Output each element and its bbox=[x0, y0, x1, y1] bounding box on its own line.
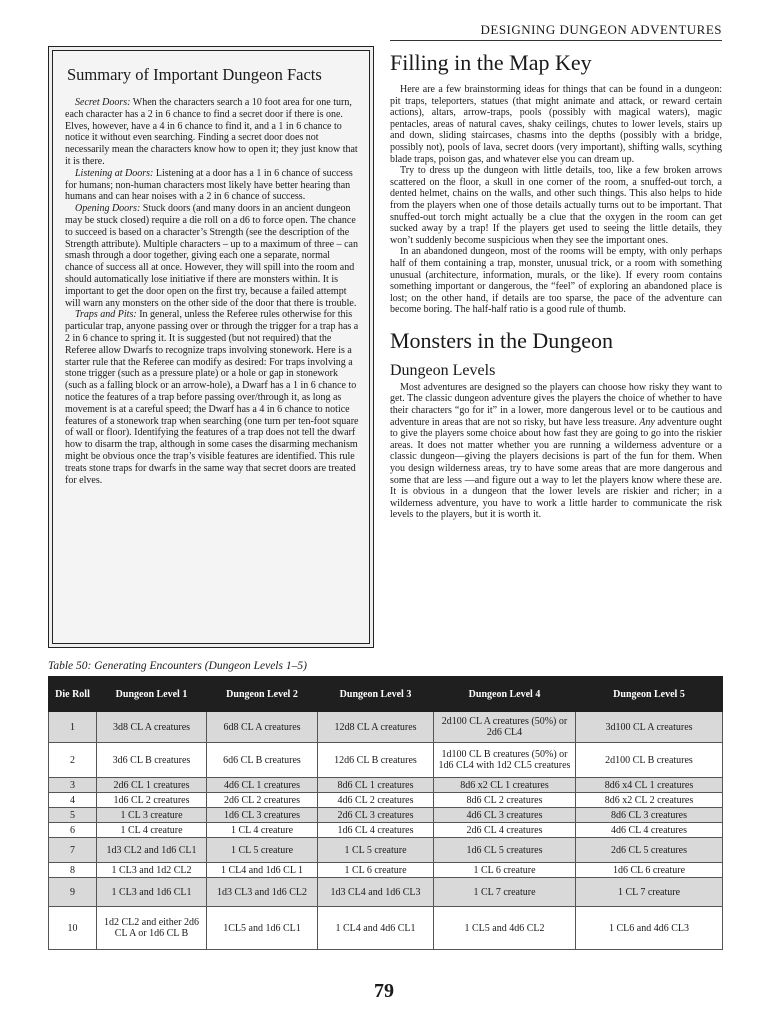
table-cell: 4d6 CL 3 creatures bbox=[434, 808, 576, 823]
table-cell: 1 CL4 and 4d6 CL1 bbox=[318, 907, 434, 950]
body-paragraph: In an abandoned dungeon, most of the rooms will be empty, with only perhaps half of them containing a trap, monster, unusual trick, or a room with something unusual (architecture, information, murals, or the like). If every room contains something important or dangerous, the “feel” of exploring an abandoned place is lost; on the other hand, if details are too sparse, the pace of the adventure can become boring. The half-half ratio is a good rule of thumb. bbox=[390, 246, 722, 316]
table-row bbox=[49, 878, 723, 907]
column-header: Dungeon Level 3 bbox=[318, 677, 434, 712]
table-cell: 12d8 CL A creatures bbox=[318, 712, 434, 743]
table-cell: 1 CL 7 creature bbox=[434, 878, 576, 907]
table-cell: 1CL5 and 1d6 CL1 bbox=[207, 907, 318, 950]
table-cell: 1 CL 5 creature bbox=[318, 838, 434, 863]
table-cell: 1d3 CL2 and 1d6 CL1 bbox=[97, 838, 207, 863]
para-text: Most adventures are designed so the players can choose how risky they want to get. The classic dungeon adventure gives the players the choice of whether to have their characters “go for it” in a lower, more dangerous level or to be cautious and adventure in areas that are not so risky, but have less treasure. bbox=[390, 381, 722, 428]
table-cell: 3d100 CL A creatures bbox=[576, 712, 723, 743]
table-row bbox=[49, 793, 723, 808]
sidebar-paragraph bbox=[65, 97, 359, 168]
table-cell: 1d6 CL 2 creatures bbox=[97, 793, 207, 808]
table-row bbox=[49, 838, 723, 863]
section-heading-monsters: Monsters in the Dungeon bbox=[390, 327, 614, 353]
table-cell: 1 CL 6 creature bbox=[434, 863, 576, 878]
sidebar-paragraph bbox=[65, 203, 359, 309]
table-caption: Table 50: Generating Encounters (Dungeon Levels 1–5) bbox=[48, 660, 307, 672]
table-row bbox=[49, 712, 723, 743]
column-header: Dungeon Level 1 bbox=[97, 677, 207, 712]
facts-sidebar-inner bbox=[52, 50, 370, 644]
table-cell: 1d3 CL4 and 1d6 CL3 bbox=[318, 878, 434, 907]
body-paragraph: Here are a few brainstorming ideas for things that can be found in a dungeon: pit traps, teleporters, statues (that might animate and attack, or reward certain actions), altars, arrow-traps, pools (possibly with magical waters), magic pentacles, areas of natural caves, shaky ceilings, chutes to lower levels, stairs up and down, sliding staircases, chasms into the depths (possibly with a bridge, possibly not), pools of lava, secret doors (very important), shifting walls, scything blade traps, poison gas, and whatever else you can dream up. bbox=[390, 84, 722, 165]
table-cell: 2d100 CL A creatures (50%) or 2d6 CL4 bbox=[434, 712, 576, 743]
table-cell: 4d6 CL 4 creatures bbox=[576, 823, 723, 838]
sidebar-title: Summary of Important Dungeon Facts bbox=[67, 65, 322, 84]
para-lead: Opening Doors: bbox=[75, 203, 141, 215]
table-cell: 2d6 CL 1 creatures bbox=[97, 778, 207, 793]
table-cell: 1d6 CL 5 creatures bbox=[434, 838, 576, 863]
table-cell: 8d6 CL 3 creatures bbox=[576, 808, 723, 823]
table-cell: 12d6 CL B creatures bbox=[318, 743, 434, 778]
table-cell: 1d6 CL 3 creatures bbox=[207, 808, 318, 823]
table-cell: 8d6 x4 CL 1 creatures bbox=[576, 778, 723, 793]
table-cell: 2d6 CL 5 creatures bbox=[576, 838, 723, 863]
table-cell: 1 CL6 and 4d6 CL3 bbox=[576, 907, 723, 950]
table-row bbox=[49, 907, 723, 950]
table-cell: 2d6 CL 3 creatures bbox=[318, 808, 434, 823]
table-cell: 3d6 CL B creatures bbox=[97, 743, 207, 778]
column-header: Die Roll bbox=[49, 677, 97, 712]
table-cell: 1 CL 7 creature bbox=[576, 878, 723, 907]
table-cell: 6d6 CL B creatures bbox=[207, 743, 318, 778]
table-cell: 3 bbox=[49, 778, 97, 793]
encounter-table bbox=[48, 676, 723, 950]
table-row bbox=[49, 863, 723, 878]
section-heading-map-key: Filling in the Map Key bbox=[390, 50, 592, 75]
table-cell: 8d6 CL 1 creatures bbox=[318, 778, 434, 793]
table-cell: 8d6 CL 2 creatures bbox=[434, 793, 576, 808]
table-cell: 6 bbox=[49, 823, 97, 838]
table-cell: 2 bbox=[49, 743, 97, 778]
table-cell: 8d6 x2 CL 1 creatures bbox=[434, 778, 576, 793]
table-cell: 1 CL 6 creature bbox=[318, 863, 434, 878]
table-cell: 10 bbox=[49, 907, 97, 950]
table-cell: 8d6 x2 CL 2 creatures bbox=[576, 793, 723, 808]
table-cell: 1d3 CL3 and 1d6 CL2 bbox=[207, 878, 318, 907]
column-header: Dungeon Level 5 bbox=[576, 677, 723, 712]
para-lead: Traps and Pits: bbox=[75, 309, 137, 321]
table-cell: 4d6 CL 1 creatures bbox=[207, 778, 318, 793]
para-text: Stuck doors (and many doors in an ancient dungeon may be stuck closed) require a die roll on a d6 to force open. The chance to succeed is based on a character’s Strength (see the description of the Strength attribute). Multiple characters – up to a maximum of three – can smash through a door together, giving each one a separate, normal chance of success all at once. However, they will spill into the room and should automatically lose initiative if there are monsters within. It is important to get the door open on the first try, because a failed attempt will warn any monsters on the other side of the door that there is trouble. bbox=[65, 203, 358, 309]
table-cell: 1 CL 3 creature bbox=[97, 808, 207, 823]
right-column bbox=[390, 50, 722, 521]
table-cell: 1d6 CL 4 creatures bbox=[318, 823, 434, 838]
page-number: 79 bbox=[374, 980, 394, 1002]
table-cell: 1 CL 4 creature bbox=[207, 823, 318, 838]
spacer bbox=[390, 316, 722, 328]
table-cell: 1 CL 5 creature bbox=[207, 838, 318, 863]
table-cell: 2d6 CL 2 creatures bbox=[207, 793, 318, 808]
para-text: When the characters search a 10 foot area for one turn, each character has a 2 in 6 chance to find a secret door if there is one. Elves, however, have a 4 in 6 chance to find it, and a 1 in 6 chance to notice it without even searching. Finding a secret door does not necessarily mean the characters know how to open it; they just know that it is there. bbox=[65, 97, 358, 167]
table-cell: 4 bbox=[49, 793, 97, 808]
sidebar-paragraph bbox=[65, 168, 359, 203]
table-cell: 2d100 CL B creatures bbox=[576, 743, 723, 778]
body-paragraph bbox=[390, 382, 722, 521]
table-cell: 1 CL5 and 4d6 CL2 bbox=[434, 907, 576, 950]
table-header-row bbox=[49, 677, 723, 712]
para-text: Listening at a door has a 1 in 6 chance of success for humans; non-human characters most likely have better hearing than humans and can hear noises with a 2 in 6 chance of success. bbox=[65, 167, 353, 203]
table-cell: 1 CL3 and 1d2 CL2 bbox=[97, 863, 207, 878]
table-cell: 1d6 CL 6 creature bbox=[576, 863, 723, 878]
header-rule bbox=[390, 40, 722, 41]
table-cell: 2d6 CL 4 creatures bbox=[434, 823, 576, 838]
emphasis: Any bbox=[639, 416, 655, 428]
table-cell: 1 CL4 and 1d6 CL 1 bbox=[207, 863, 318, 878]
table-row bbox=[49, 778, 723, 793]
table-cell: 3d8 CL A creatures bbox=[97, 712, 207, 743]
column-header: Dungeon Level 2 bbox=[207, 677, 318, 712]
table-cell: 7 bbox=[49, 838, 97, 863]
column-header: Dungeon Level 4 bbox=[434, 677, 576, 712]
table-body bbox=[49, 712, 723, 950]
table-cell: 9 bbox=[49, 878, 97, 907]
subheading-dungeon-levels: Dungeon Levels bbox=[390, 361, 496, 379]
table-row bbox=[49, 823, 723, 838]
table-cell: 1d2 CL2 and either 2d6 CL A or 1d6 CL B bbox=[97, 907, 207, 950]
para-text: adventure ought to give the players some choice about how fast they are going to go into the riskier areas. It does not matter whether you are running a wilderness adventure or a classic dungeon—giving the players decisions is part of the fun for them. When you design wilderness areas, try to have some areas that are more dangerous and some that are less —and figure out a way to let the players know where these are. It is obvious in a dungeon that the lower levels are riskier and richer; in a wilderness adventure, you have to work a little harder to communicate the risk levels to the players, but it is worth it. bbox=[390, 416, 723, 521]
table-cell: 1 bbox=[49, 712, 97, 743]
table-row bbox=[49, 743, 723, 778]
table-cell: 1 CL3 and 1d6 CL1 bbox=[97, 878, 207, 907]
table-row bbox=[49, 808, 723, 823]
table-cell: 1 CL 4 creature bbox=[97, 823, 207, 838]
facts-sidebar bbox=[48, 46, 374, 648]
table-cell: 5 bbox=[49, 808, 97, 823]
para-lead: Listening at Doors: bbox=[75, 167, 154, 179]
table-cell: 4d6 CL 2 creatures bbox=[318, 793, 434, 808]
para-text: In general, unless the Referee rules otherwise for this particular trap, anyone passing over or through the trigger for a trap has a 2 in 6 chance to spring it. It is suggested (but not required) that the Referee allow Dwarfs to recognize traps involving stonework. Here is a starter rule that the Referee can modify as desired: For traps involving a stone trigger (such as a pressure plate) or a hole or gap in stonework (such as a falling block or an arrow-hole), a Dwarf has a 1 in 6 chance to notice the features of a trap before passing over/through it, as long as movement is at a careful speed; the Dwarf has a 4 in 6 chance to notice features of a stonework trap when searching (one turn per ten-foot square of wall or floor). Identifying the features of a trap does not tell the dwarf how to disarm the trap, although in some cases the disarming mechanism might be obvious once the trap’s visible features are identified. This rule treats stone traps for dwarfs in the same way that secret doors are treated for elves. bbox=[65, 309, 359, 486]
body-paragraph: Try to dress up the dungeon with little details, too, like a few broken arrows scattered on the floor, a skull in one corner of the room, a snuffed-out torch, a dented helmet, chains on the walls, and other such things. This also helps to hide from the players when one of those details actually turns out to be important. That snuffed-out torch might actually be a clue that the oxygen in the room can get sucked away by a trap! If the players get used to seeing the little details, they won’t suddenly become suspicious when they see the important ones. bbox=[390, 165, 722, 246]
para-lead: Secret Doors: bbox=[75, 97, 131, 108]
running-head: DESIGNING DUNGEON ADVENTURES bbox=[480, 22, 722, 37]
sidebar-paragraph bbox=[65, 309, 359, 486]
table-cell: 8 bbox=[49, 863, 97, 878]
table-cell: 6d8 CL A creatures bbox=[207, 712, 318, 743]
table-cell: 1d100 CL B creatures (50%) or 1d6 CL4 with 1d2 CL5 creatures bbox=[434, 743, 576, 778]
